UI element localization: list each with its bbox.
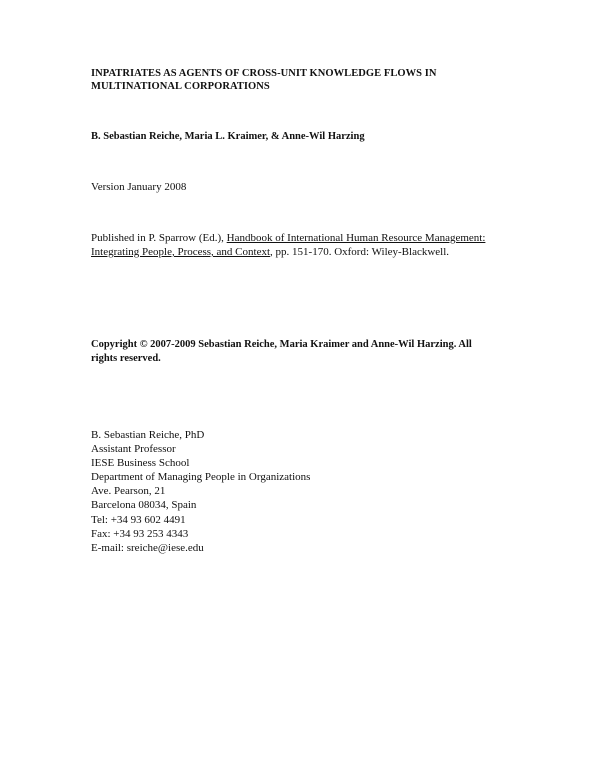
contact-position: Assistant Professor [91, 443, 176, 456]
authors-line: B. Sebastian Reiche, Maria L. Kraimer, & Anne-Wil Harzing [91, 131, 365, 142]
book-title-part-1: Handbook of International Human Resource Management: [226, 232, 486, 244]
publication-prefix: Published in P. Sparrow (Ed.), [91, 232, 227, 244]
publication-suffix: , pp. 151-170. Oxford: Wiley-Blackwell. [270, 246, 450, 258]
contact-street: Ave. Pearson, 21 [91, 485, 166, 498]
copyright-notice [91, 338, 511, 366]
document-title [91, 67, 511, 93]
copyright-line-2: rights reserved. [91, 353, 161, 364]
publication-line-1 [91, 231, 511, 245]
contact-email: E-mail: sreiche@iese.edu [91, 541, 204, 554]
contact-tel: Tel: +34 93 602 4491 [91, 513, 186, 526]
contact-department: Department of Managing People in Organizations [91, 471, 311, 484]
title-line-2: MULTINATIONAL CORPORATIONS [91, 81, 270, 92]
contact-school: IESE Business School [91, 457, 190, 470]
book-title-part-2: Integrating People, Process, and Context [91, 246, 271, 258]
contact-block [91, 428, 511, 555]
publication-line-2 [91, 245, 511, 259]
publication-note [91, 231, 511, 259]
copyright-line-1: Copyright © 2007-2009 Sebastian Reiche, Maria Kraimer and Anne-Wil Harzing. All [91, 339, 472, 350]
title-line-1: INPATRIATES AS AGENTS OF CROSS-UNIT KNOWLEDGE FLOWS IN [91, 68, 437, 79]
version-line: Version January 2008 [91, 181, 187, 193]
contact-fax: Fax: +34 93 253 4343 [91, 527, 189, 540]
contact-name: B. Sebastian Reiche, PhD [91, 429, 205, 441]
contact-city: Barcelona 08034, Spain [91, 499, 197, 512]
